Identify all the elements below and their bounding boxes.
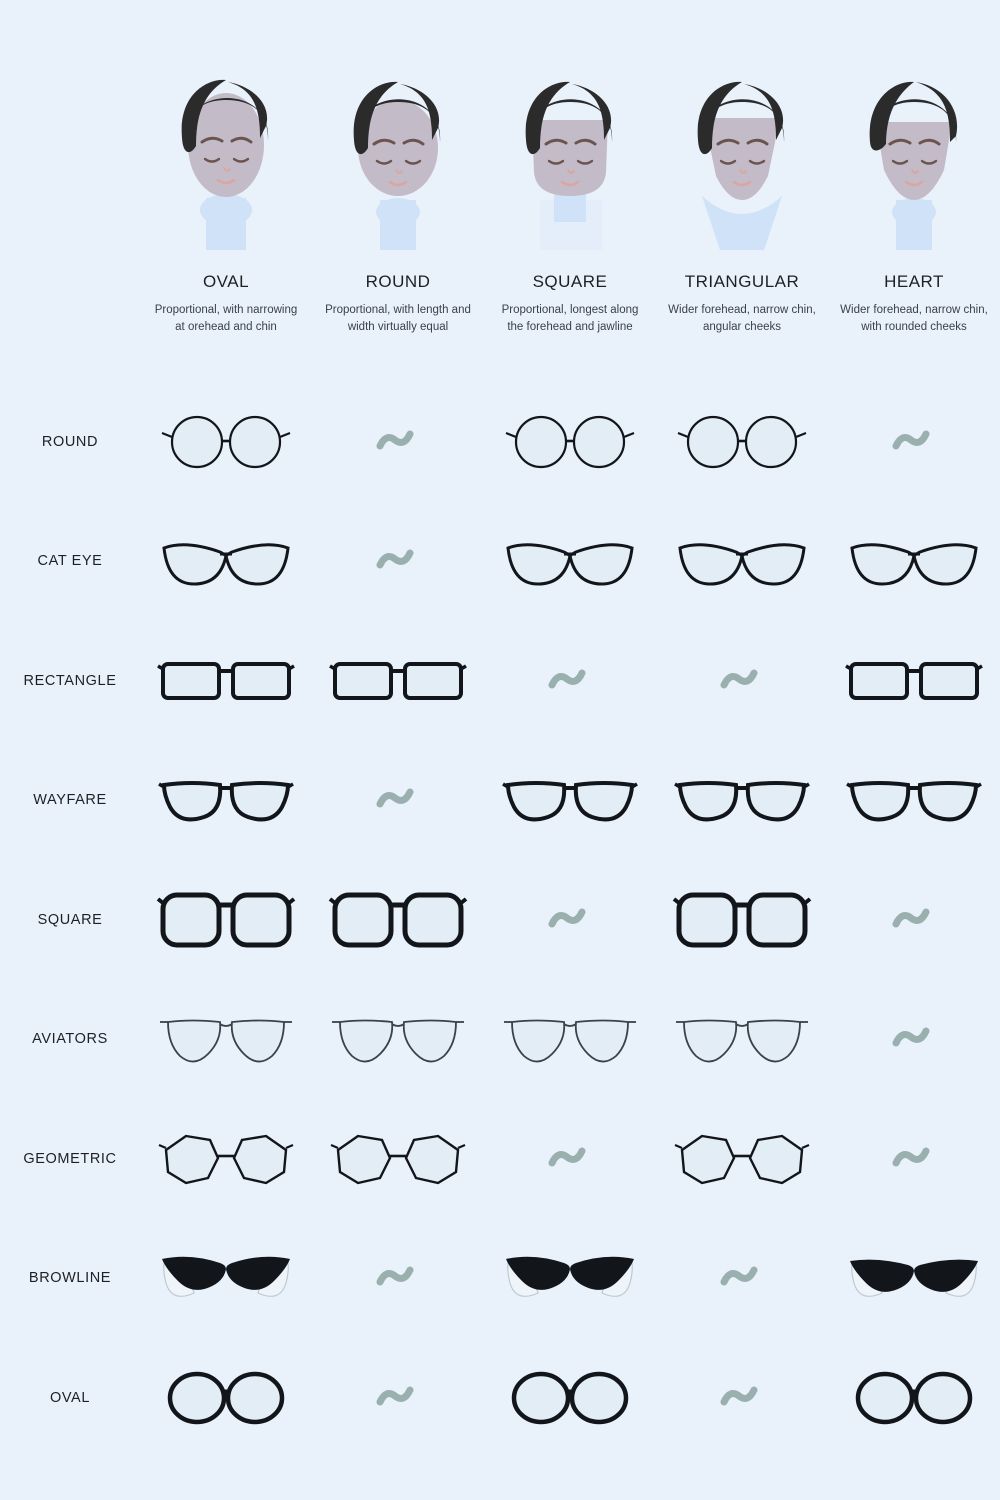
face-illustration-triangular bbox=[672, 60, 812, 250]
cell-rectangle-oval bbox=[140, 621, 312, 741]
face-column-oval bbox=[140, 60, 312, 335]
face-illustration-round bbox=[328, 60, 468, 250]
face-illustration-oval bbox=[156, 60, 296, 250]
cell-cateye-round bbox=[312, 502, 484, 622]
table-row bbox=[0, 860, 1000, 980]
cell-cateye-oval bbox=[140, 502, 312, 622]
cell-square-square bbox=[484, 860, 656, 980]
table-row bbox=[0, 621, 1000, 741]
cell-aviator-square bbox=[484, 980, 656, 1100]
cell-oval-triangular bbox=[656, 1338, 828, 1458]
cell-browline-triangular bbox=[656, 1219, 828, 1339]
cell-round-oval bbox=[140, 382, 312, 502]
cell-square-oval bbox=[140, 860, 312, 980]
row-label-browline: BROWLINE bbox=[28, 1270, 112, 1287]
face-desc-oval: Proportional, with narrowing at orehead and chin bbox=[154, 304, 298, 333]
row-label-square: SQUARE bbox=[37, 911, 103, 928]
cell-cateye-heart bbox=[828, 502, 1000, 622]
cell-wayfare-round bbox=[312, 741, 484, 861]
table-row bbox=[0, 382, 1000, 502]
cell-oval-oval bbox=[140, 1338, 312, 1458]
cell-aviator-oval bbox=[140, 980, 312, 1100]
cell-round-heart bbox=[828, 382, 1000, 502]
cell-wayfare-heart bbox=[828, 741, 1000, 861]
face-column-round bbox=[312, 60, 484, 335]
cell-geometric-square bbox=[484, 1099, 656, 1219]
row-label-oval: OVAL bbox=[49, 1389, 90, 1406]
cell-geometric-oval bbox=[140, 1099, 312, 1219]
row-label-rectangle: RECTANGLE bbox=[23, 672, 117, 689]
glasses-matrix bbox=[0, 382, 1000, 1458]
cell-geometric-triangular bbox=[656, 1099, 828, 1219]
cell-geometric-heart bbox=[828, 1099, 1000, 1219]
cell-browline-heart bbox=[828, 1219, 1000, 1339]
face-illustration-square bbox=[500, 60, 640, 250]
cell-oval-round bbox=[312, 1338, 484, 1458]
face-title-round: ROUND bbox=[365, 272, 431, 291]
cell-cateye-triangular bbox=[656, 502, 828, 622]
face-desc-triangular: Wider forehead, narrow chin, angular cheeks bbox=[668, 304, 816, 333]
face-column-heart bbox=[828, 60, 1000, 335]
cell-wayfare-square bbox=[484, 741, 656, 861]
row-label-wayfare: WAYFARE bbox=[33, 792, 107, 809]
table-row bbox=[0, 980, 1000, 1100]
cell-aviator-round bbox=[312, 980, 484, 1100]
face-desc-heart: Wider forehead, narrow chin, with rounded cheeks bbox=[840, 304, 988, 333]
cell-rectangle-heart bbox=[828, 621, 1000, 741]
cell-browline-square bbox=[484, 1219, 656, 1339]
cell-oval-heart bbox=[828, 1338, 1000, 1458]
cell-square-heart bbox=[828, 860, 1000, 980]
row-label-round: ROUND bbox=[41, 433, 99, 450]
face-title-oval: OVAL bbox=[202, 272, 250, 291]
row-label-aviators: AVIATORS bbox=[32, 1031, 108, 1048]
cell-round-round bbox=[312, 382, 484, 502]
cell-rectangle-round bbox=[312, 621, 484, 741]
row-label-geometric: GEOMETRIC bbox=[23, 1150, 117, 1167]
cell-round-triangular bbox=[656, 382, 828, 502]
cell-oval-square bbox=[484, 1338, 656, 1458]
cell-cateye-square bbox=[484, 502, 656, 622]
cell-round-square bbox=[484, 382, 656, 502]
table-row bbox=[0, 1099, 1000, 1219]
cell-aviator-heart bbox=[828, 980, 1000, 1100]
face-illustration-heart bbox=[844, 60, 984, 250]
face-title-heart: HEART bbox=[884, 272, 944, 291]
face-column-square bbox=[484, 60, 656, 335]
cell-aviator-triangular bbox=[656, 980, 828, 1100]
table-row bbox=[0, 741, 1000, 861]
cell-rectangle-triangular bbox=[656, 621, 828, 741]
cell-square-round bbox=[312, 860, 484, 980]
cell-browline-oval bbox=[140, 1219, 312, 1339]
row-label-cat-eye: CAT EYE bbox=[37, 553, 103, 570]
cell-geometric-round bbox=[312, 1099, 484, 1219]
face-desc-square: Proportional, longest along the forehead and jawline bbox=[501, 304, 639, 333]
face-title-triangular: TRIANGULAR bbox=[684, 272, 800, 291]
cell-wayfare-triangular bbox=[656, 741, 828, 861]
cell-square-triangular bbox=[656, 860, 828, 980]
face-title-square: SQUARE bbox=[532, 272, 608, 291]
cell-wayfare-oval bbox=[140, 741, 312, 861]
table-row bbox=[0, 1219, 1000, 1339]
table-row bbox=[0, 502, 1000, 622]
cell-browline-round bbox=[312, 1219, 484, 1339]
cell-rectangle-square bbox=[484, 621, 656, 741]
table-row bbox=[0, 1338, 1000, 1458]
face-shapes-header bbox=[140, 60, 1000, 335]
face-desc-round: Proportional, with length and width virtually equal bbox=[325, 304, 471, 333]
face-column-triangular bbox=[656, 60, 828, 335]
